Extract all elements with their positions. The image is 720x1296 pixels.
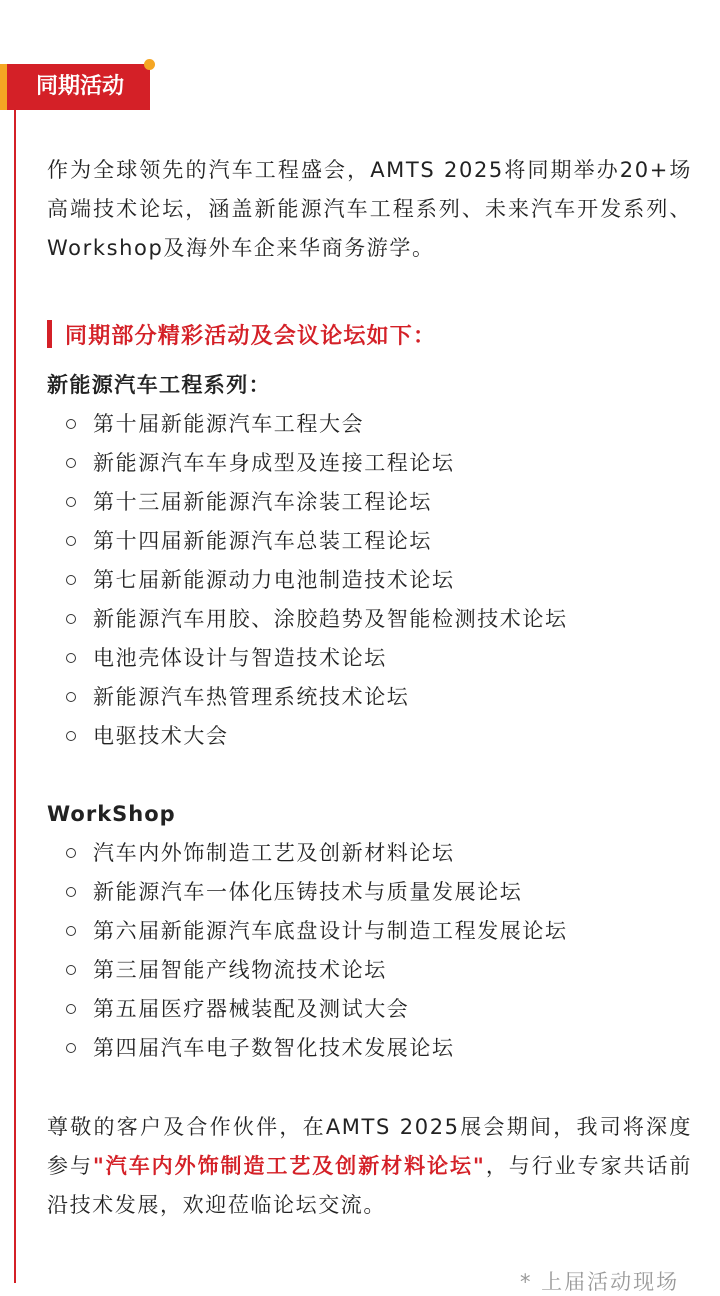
orange-dot-decoration	[144, 59, 155, 70]
list-item	[66, 483, 568, 522]
list-item-label: 电驱技术大会	[93, 724, 229, 748]
circle-bullet-icon	[66, 614, 76, 624]
list-item-label: 第十四届新能源汽车总装工程论坛	[93, 529, 432, 553]
list-item-label: 第四届汽车电子数智化技术发展论坛	[93, 1036, 455, 1060]
list-item	[66, 444, 568, 483]
list-item-label: 新能源汽车车身成型及连接工程论坛	[93, 451, 455, 475]
circle-bullet-icon	[66, 497, 76, 507]
subheading-text: 同期部分精彩活动及会议论坛如下：	[65, 323, 437, 349]
list-item	[66, 522, 568, 561]
list-item	[66, 834, 568, 873]
list-item	[66, 678, 568, 717]
list-item-label: 第七届新能源动力电池制造技术论坛	[93, 568, 455, 592]
list-item	[66, 951, 568, 990]
list-item-label: 新能源汽车热管理系统技术论坛	[93, 685, 410, 709]
circle-bullet-icon	[66, 926, 76, 936]
group-title-workshop: WorkShop	[47, 802, 176, 826]
subheading	[47, 318, 436, 350]
section-title: 同期活动	[36, 74, 125, 99]
list-item	[66, 561, 568, 600]
list-item	[66, 1029, 568, 1068]
list-item-label: 新能源汽车一体化压铸技术与质量发展论坛	[93, 880, 523, 904]
circle-bullet-icon	[66, 848, 76, 858]
closing-text-before: 尊敬的客户及合作伙伴，在AMTS 2025展会期间，我司将深度参与	[47, 1115, 692, 1178]
circle-bullet-icon	[66, 419, 76, 429]
list-item	[66, 990, 568, 1029]
subheading-marker	[47, 320, 52, 348]
list-item	[66, 912, 568, 951]
group-title-nev-series: 新能源汽车工程系列：	[47, 373, 271, 397]
photo-caption: * 上届活动现场	[520, 1270, 680, 1294]
list-item	[66, 405, 568, 444]
list-item-label: 第五届医疗器械装配及测试大会	[93, 997, 410, 1021]
circle-bullet-icon	[66, 575, 76, 585]
circle-bullet-icon	[66, 965, 76, 975]
list-item	[66, 717, 568, 756]
closing-text-after: ，与行业专家共话前沿技术发展，欢迎莅临论坛交流。	[47, 1154, 693, 1217]
circle-bullet-icon	[66, 692, 76, 702]
list-item	[66, 873, 568, 912]
circle-bullet-icon	[66, 1043, 76, 1053]
circle-bullet-icon	[66, 458, 76, 468]
list-item-label: 新能源汽车用胶、涂胶趋势及智能检测技术论坛	[93, 607, 568, 631]
circle-bullet-icon	[66, 536, 76, 546]
header-orange-bar	[0, 64, 7, 110]
nev-forum-list	[66, 405, 568, 756]
list-item-label: 第六届新能源汽车底盘设计与制造工程发展论坛	[93, 919, 568, 943]
circle-bullet-icon	[66, 1004, 76, 1014]
list-item-label: 第十三届新能源汽车涂装工程论坛	[93, 490, 432, 514]
circle-bullet-icon	[66, 653, 76, 663]
section-header-tag	[0, 64, 150, 110]
list-item-label: 汽车内外饰制造工艺及创新材料论坛	[93, 841, 455, 865]
left-accent-line	[14, 70, 16, 1283]
list-item-label: 第三届智能产线物流技术论坛	[93, 958, 387, 982]
highlighted-forum-name: "汽车内外饰制造工艺及创新材料论坛"	[92, 1154, 486, 1178]
list-item	[66, 639, 568, 678]
circle-bullet-icon	[66, 731, 76, 741]
circle-bullet-icon	[66, 887, 76, 897]
list-item-label: 第十届新能源汽车工程大会	[93, 412, 365, 436]
closing-paragraph	[47, 1108, 692, 1225]
list-item	[66, 600, 568, 639]
intro-paragraph: 作为全球领先的汽车工程盛会，AMTS 2025将同期举办20+场高端技术论坛，涵盖新能源汽车工程系列、未来汽车开发系列、Workshop及海外车企来华商务游学。	[47, 158, 692, 260]
list-item-label: 电池壳体设计与智造技术论坛	[93, 646, 387, 670]
workshop-forum-list	[66, 834, 568, 1068]
